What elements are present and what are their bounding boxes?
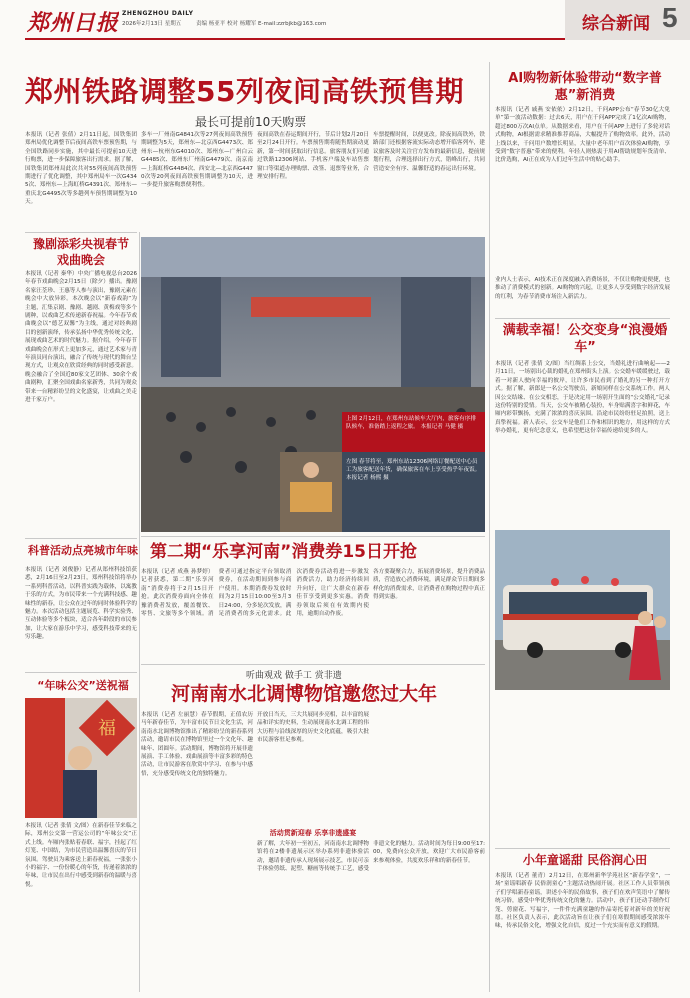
column-rule-left [139, 232, 140, 992]
left1-headline: 豫剧添彩央视春节戏曲晚会 [32, 237, 129, 267]
wedding-bus-photo [495, 530, 670, 690]
svg-text:福: 福 [98, 718, 116, 739]
left2-headline: 科普活动点亮城市年味 [28, 544, 138, 557]
museum-divider [141, 664, 485, 665]
mid-headline: 第二期“乐享河南”消费券15日开抢 [150, 542, 418, 562]
mid-body: 本报讯（记者 成燕 孙梦婷）记者获悉，第二期“乐享河南”消费券将于2月15日开抢。此次消费券面向全体在豫消费者发放，覆盖餐饮、零售、文旅等多个领域。消费者可通过指定平台领取消费券，在活动期间到参与商户使用。本期消费券发放时间为2月15日10:00至3月3日24:00，分多轮次发放，满足消费者的多元化需求。此次消费券活动将进一步激发消费活力，助力经济持续回升向好，让广大群众在新春佳节享受到更多实惠。消费券领取后须在有效期内使用，逾期自动作废。 [141, 569, 369, 618]
museum-body-2: 开放日当天，三大共展同步亮相，以丰富的展品和详实的史料，生动展现南水北调工程的伟大历程与沿线深厚的历史文化底蕴，吸引大批市民游客驻足参观。 [257, 712, 369, 744]
column-rule-right [489, 62, 490, 992]
museum-body-3: 新了解，大年初一至初五，河南南水北调博物馆将在2楼非遗展示区举办系列非遗体验活动，邀请非遗传承人现场展示技艺，市民可亲手体验剪纸、泥塑、糖画等传统手工艺，感受非遗文化的魅力。活动时间为每日9:00至17:00，免费向公众开放，欢迎广大市民游客前来参观体验，共度欢乐祥和的新春佳节。 [257, 841, 485, 873]
right1-headline: AI购物新体验带动“数字普惠”新消费 [508, 71, 662, 103]
logo-english: ZHENGZHOU DAILY [122, 10, 194, 17]
lead-col-4: 车票提醒时间，以便更改。除夜间高铁外，铁路部门还根据客流实际动态增开临客列车，建议旅客及时关注官方发布的最新信息，提前规划行程，合理选择出行方式，错峰出行，共同营造安全有序、温馨舒适的春运出行环境。 [373, 132, 485, 172]
museum-body: 本报讯（记者 左丽慧）春节假期，正值农历马年新春佳节，为丰富市民节日文化生活，河南南水北调博物馆推出了精彩纷呈的新春系列活动，邀请市民在博物馆里过一个文化年、趣味年、团圆年。活动期间，博物馆将开展非遗展演、手工体验、戏曲展演等丰富多彩的特色活动，让市民游客在欣赏中学习、在参与中感悟，充分感受传统文化的独特魅力。 [141, 712, 253, 777]
lead-col-2: 多车一厂州南G4841次等27列夜间高铁预售期调整为5天，郑州东—北京西G4473次、郑州东—杭州东G4010次、郑州东—广州白云G4485次、郑州东厂州南G4479次、南京南—上海虹桥G4484次、西安北—北京西G4470次等20列夜间高铁预售期调整为10天，进一步提升旅客购票便利性。 [141, 132, 253, 189]
left-divider-1 [25, 232, 137, 233]
left-divider-2 [25, 538, 137, 539]
lead-subtitle: 最长可提前10天购票 [195, 115, 307, 129]
left-divider-3 [25, 672, 137, 673]
left3-body: 本报讯（记者 张倩 文/图）在新春佳节来临之际，郑州公交第一营运公司的“年味公交”正式上线。车厢内张贴着春联、福字，挂起了红灯笼、中国结，为市民营造出温馨喜庆的节日氛围。驾驶员为乘客送上新春祝福，一张张小小的福字、一份份暖心的年货，传递着浓浓的年味，让市民在出行中感受到新春的温暖与喜悦。 [25, 823, 137, 888]
right1-body: 本报讯（记者 戚燕 安依依）2月12日，千问APP公布“春节30亿大免单”第一波活动数据：过去6天，用户在千问APP完成了1亿次AI购物，超过800万次AI点单。从数据来看，用户在千问APP上进行了多轮对话式购物，AI根据需求精准推荐商品，大幅提升了购物效率。此外，活动上线以来，千问用户数增长明显，大量中老年用户首次体验AI购物，享受到“数字普惠”带来的便利。年轻人则热衷于用AI帮助规划年货清单、比价选购，AI正在成为人们过年生活中的贴心助手。 [495, 107, 670, 164]
delivery-photo [280, 452, 342, 532]
editor-line: 责编 杨亚平 校对 杨耀军 E-mail:zzrbjkb@163.com [196, 21, 327, 27]
left2-body: 本报讯（记者 刘俊静）记者从郑州科技馆获悉，2月16日至2月23日，郑州科技馆将举办一系列科普活动，以科普实践为载体，以寓教于乐的方式，为市民带来一个充满科技感、趣味性的新春，让公众在过年的同时体验科学的魅力。本次活动包括主题展览、科学实验秀、互动体验等多个板块，适合各年龄段的市民参加，让大家在游乐中学习，感受科技带来的无穷乐趣。 [25, 567, 137, 641]
mid-body-2: 各方要凝聚合力，拓展消费场景，提升消费品质，营造放心消费环境，满足群众节日期间多样化的消费需求，让消费者在购物过程中真正得到实惠。 [373, 569, 485, 601]
left1-body: 本报讯（记者 秦华）中央广播电视总台2026年春节戏曲晚会2月15日（除夕）播出。豫剧名家汪荃珍、王惠等人参与演出，豫剧元素在晚会中大放异彩。本次晚会以“新春戏韵”为主题，汇集京剧、豫剧、越剧、黄梅戏等多个剧种，以戏曲艺术传递新春祝福。今年春节戏曲晚会以“德艺双馨”为主线，通过对经典剧目的创新演绎，传承弘扬中华优秀传统文化，展现戏曲艺术的时代魅力。据介绍，今年春节戏曲晚会在形式上更加多元，通过艺术家与青年演员同台演出，融合了传统与现代的舞台呈现方式，让观众在欣赏经典的同时感受新意。晚会融合了全国近80家文艺团体、30余个戏曲剧种，汇聚全国戏曲名家新秀，共同为观众带来一台精彩纷呈的文化盛宴，让戏曲之美走进千家万户。 [25, 271, 137, 404]
right2-headline: 满载幸福！公交变身“浪漫婚车” [502, 323, 668, 355]
right2-body: 本报讯（记者 张倩 文/图）当红绸系上公交，当婚礼进行曲响起——2月11日，一场别出心裁的婚礼在郑州街头上演。公交婚车缓缓驶过，载着一对新人驶向幸福的彼岸，让许多市民看到了婚礼的另一种打开方式。据了解，新郎是一名公交驾驶员，新娘同样在公交系统工作。两人因公交结缘、在公交相恋，于是决定用一场别开生面的“公交婚礼”记录这份特别的爱情。当天，公交车被精心装扮，车身贴满喜字和鲜花，车厢内彩带飘扬，充满了浓浓的喜庆氛围。沿途市民纷纷驻足拍照，送上真挚祝福。新人表示，公交车是他们工作和相识的地方，用这样的方式举办婚礼，更有纪念意义，也希望把这份幸福传递给更多的人。 [495, 361, 670, 435]
lead-col-1: 本报讯（记者 张倩）2月11日起，国铁集团郑州局优化调整节后夜间高铁车票预售期，与全国铁路同步实施，其中最长可提前10天进行购票，进一步保障旅客出行需求。据了解，国铁集团郑州局此次共对55列夜间高铁预售期进行了优化调整，其中郑州局车一次G4345次、郑州东—上海虹桥G4391次、郑州东—重庆北G4495次等多趟列车预售期调整为10天。 [25, 132, 137, 206]
right3-body: 本报讯（记者 董青）2月12日，在郑州新华学苑社区“新春学堂”，一场“童谣唱新春 民俗润童心”主题活动热闹开展。社区工作人员带领孩子们学唱新春童谣，讲述小年的民俗故事，孩子们在欢声笑语中了解传统习俗，感受中华优秀传统文化的魅力。活动中，孩子们还动手制作灯笼、剪窗花、写福字，一件件充满童趣的作品寄托着对新年的美好祝愿。社区负责人表示，此次活动旨在让孩子们在寒假期间感受浓浓年味，传承民俗文化，增强文化自信，度过一个充实而有意义的假期。 [495, 873, 670, 930]
page-number: 5 [662, 2, 678, 33]
lead-col-3: 夜间高铁在春运期间开行，节后计划2月20日至2月24日开行。车票预售期将随售期滚动更新，第一时间获取出行信息。旅客朋友们可通过铁路12306网站、手机客户端及车站售票窗口等渠道办理购票、改签、退票等业务，合理安排行程。 [257, 132, 369, 181]
museum-headline: 河南南水北调博物馆邀您过大年 [171, 683, 438, 705]
right-divider-2 [495, 848, 670, 849]
dateline: 2026年2月13日 星期五 [122, 21, 182, 27]
museum-subhead-2: 活动贯新迎春 乐享非遗盛宴 [269, 829, 357, 837]
museum-kicker: 听曲观戏 做手工 赏非遗 [246, 671, 342, 681]
right3-headline: 小年童谣甜 民俗润心田 [522, 853, 648, 867]
right-divider-1 [495, 318, 670, 319]
right1-body-2: 业内人士表示，AI技术正在深度融入消费场景，不仅让购物更便捷，也推动了消费模式的创新。AI购物的兴起，让更多人享受到数字经济发展的红利，为春节消费市场注入新活力。 [495, 277, 670, 300]
photo-caption-1: 上图 2月12日，在郑州东站候车大厅内，旅客有序排队候车，准备踏上返程之旅。 本报记者 马健 摄 [346, 416, 476, 430]
lead-headline: 郑州铁路调整55列夜间高铁预售期 [25, 75, 464, 108]
left3-headline: “年味公交”送祝福 [37, 679, 129, 692]
bus-driver-photo [25, 698, 137, 818]
photo-caption-2: 左图 春节将至，郑州东站12306网络订餐配送中心员工为旅客配送年货，确保旅客在车上享受热乎年夜饭。 本报记者 杨熙 摄 [346, 459, 481, 481]
masthead-rule [25, 38, 565, 40]
masthead [0, 0, 690, 50]
newspaper-logo: 郑州日报 [27, 10, 120, 36]
mid-divider [141, 536, 485, 537]
section-name: 综合新闻 [582, 14, 650, 34]
